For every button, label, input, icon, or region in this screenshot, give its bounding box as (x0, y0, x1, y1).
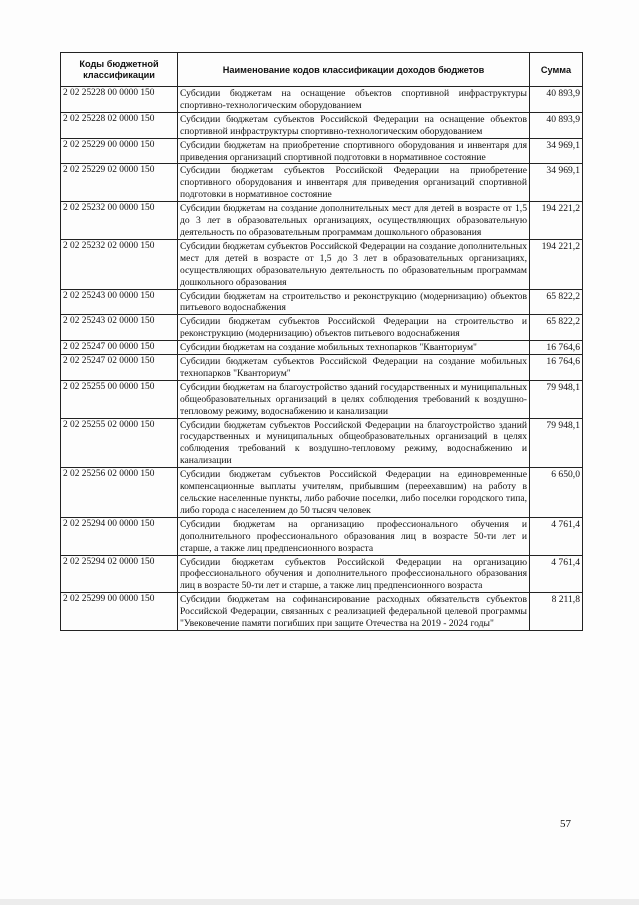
row-sum: 4 761,4 (530, 555, 583, 593)
row-sum: 6 650,0 (530, 468, 583, 518)
row-sum: 40 893,9 (530, 112, 583, 138)
row-name: Субсидии бюджетам субъектов Российской Федерации на приобретение спортивного оборудования и инвентаря для приведения организаций спортивной подготовки в нормативное состояние (178, 164, 530, 202)
row-sum: 34 969,1 (530, 164, 583, 202)
row-name: Субсидии бюджетам на благоустройство зданий государственных и муниципальных общеобразовательных организаций в целях соблюдения требований к воздушно-тепловому режиму, водоснабжению и канализации (178, 380, 530, 418)
row-name: Субсидии бюджетам субъектов Российской Федерации на организацию профессионального обучения и дополнительного профессионального образования лиц в возрасте 50-ти лет и старше, а также лиц предпенсионного возраста (178, 555, 530, 593)
row-name: Субсидии бюджетам субъектов Российской Федерации на создание дополнительных мест для детей в возрасте от 1,5 до 3 лет в образовательных организациях, осуществляющих образовательную деятельность по образовательным программам дошкольного образования (178, 239, 530, 289)
row-name: Субсидии бюджетам на софинансирование расходных обязательств субъектов Российской Федерации, связанных с реализацией федеральной целевой программы "Увековечение памяти погибших при защите Отечества на 2019 - 2024 годы" (178, 593, 530, 631)
row-code: 2 02 25294 02 0000 150 (61, 555, 178, 593)
row-sum: 16 764,6 (530, 355, 583, 381)
row-sum: 79 948,1 (530, 418, 583, 468)
table-row (61, 87, 583, 113)
row-name: Субсидии бюджетам на строительство и реконструкцию (модернизацию) объектов питьевого водоснабжения (178, 289, 530, 315)
table-row (61, 517, 583, 555)
row-name: Субсидии бюджетам на создание мобильных технопарков "Кванториум" (178, 341, 530, 355)
row-code: 2 02 25228 00 0000 150 (61, 87, 178, 113)
row-code: 2 02 25229 00 0000 150 (61, 138, 178, 164)
table-row (61, 418, 583, 468)
header-sum: Сумма (530, 53, 583, 87)
table-row (61, 289, 583, 315)
table-row (61, 239, 583, 289)
row-sum: 40 893,9 (530, 87, 583, 113)
row-code: 2 02 25247 00 0000 150 (61, 341, 178, 355)
row-sum: 8 211,8 (530, 593, 583, 631)
row-code: 2 02 25228 02 0000 150 (61, 112, 178, 138)
row-code: 2 02 25232 00 0000 150 (61, 202, 178, 240)
table-row (61, 164, 583, 202)
table-row (61, 202, 583, 240)
table-row (61, 555, 583, 593)
row-code: 2 02 25243 00 0000 150 (61, 289, 178, 315)
row-name: Субсидии бюджетам на приобретение спортивного оборудования и инвентаря для приведения организаций спортивной подготовки в нормативное состояние (178, 138, 530, 164)
row-code: 2 02 25243 02 0000 150 (61, 315, 178, 341)
row-name: Субсидии бюджетам на создание дополнительных мест для детей в возрасте от 1,5 до 3 лет в образовательных организациях, осуществляющих образовательную деятельность по образовательным программам дошкольного образования (178, 202, 530, 240)
table-row (61, 355, 583, 381)
table-row (61, 112, 583, 138)
row-code: 2 02 25299 00 0000 150 (61, 593, 178, 631)
row-name: Субсидии бюджетам субъектов Российской Федерации на оснащение объектов спортивной инфраструктуры спортивно-технологическим оборудованием (178, 112, 530, 138)
table-header-row (61, 53, 583, 87)
row-code: 2 02 25294 00 0000 150 (61, 517, 178, 555)
row-sum: 194 221,2 (530, 239, 583, 289)
table-row (61, 593, 583, 631)
row-code: 2 02 25232 02 0000 150 (61, 239, 178, 289)
header-name: Наименование кодов классификации доходов бюджетов (178, 53, 530, 87)
row-code: 2 02 25255 00 0000 150 (61, 380, 178, 418)
row-code: 2 02 25255 02 0000 150 (61, 418, 178, 468)
budget-income-table (60, 52, 583, 631)
row-code: 2 02 25247 02 0000 150 (61, 355, 178, 381)
scan-edge (0, 899, 639, 905)
row-code: 2 02 25256 02 0000 150 (61, 468, 178, 518)
table-row (61, 341, 583, 355)
row-sum: 65 822,2 (530, 315, 583, 341)
row-name: Субсидии бюджетам субъектов Российской Федерации на благоустройство зданий государственных и муниципальных общеобразовательных организаций в целях соблюдения требований к воздушно-тепловому режиму, водоснабжению и канализации (178, 418, 530, 468)
row-name: Субсидии бюджетам субъектов Российской Федерации на единовременные компенсационные выплаты учителям, прибывшим (переехавшим) на работу в сельские населенные пункты, либо рабочие поселки, либо поселки городского типа, либо города с населением до 50 тысяч человек (178, 468, 530, 518)
header-code: Коды бюджетной классификации (61, 53, 178, 87)
row-sum: 4 761,4 (530, 517, 583, 555)
page-number: 57 (560, 818, 571, 830)
row-sum: 65 822,2 (530, 289, 583, 315)
row-sum: 194 221,2 (530, 202, 583, 240)
row-name: Субсидии бюджетам на оснащение объектов спортивной инфраструктуры спортивно-технологическим оборудованием (178, 87, 530, 113)
table-row (61, 138, 583, 164)
row-name: Субсидии бюджетам субъектов Российской Федерации на строительство и реконструкцию (модернизацию) объектов питьевого водоснабжения (178, 315, 530, 341)
table-row (61, 380, 583, 418)
row-sum: 16 764,6 (530, 341, 583, 355)
row-code: 2 02 25229 02 0000 150 (61, 164, 178, 202)
row-sum: 79 948,1 (530, 380, 583, 418)
row-sum: 34 969,1 (530, 138, 583, 164)
table-row (61, 468, 583, 518)
row-name: Субсидии бюджетам субъектов Российской Федерации на создание мобильных технопарков "Кванториум" (178, 355, 530, 381)
row-name: Субсидии бюджетам на организацию профессионального обучения и дополнительного профессионального образования лиц в возрасте 50-ти лет и старше, а также лиц предпенсионного возраста (178, 517, 530, 555)
table-row (61, 315, 583, 341)
